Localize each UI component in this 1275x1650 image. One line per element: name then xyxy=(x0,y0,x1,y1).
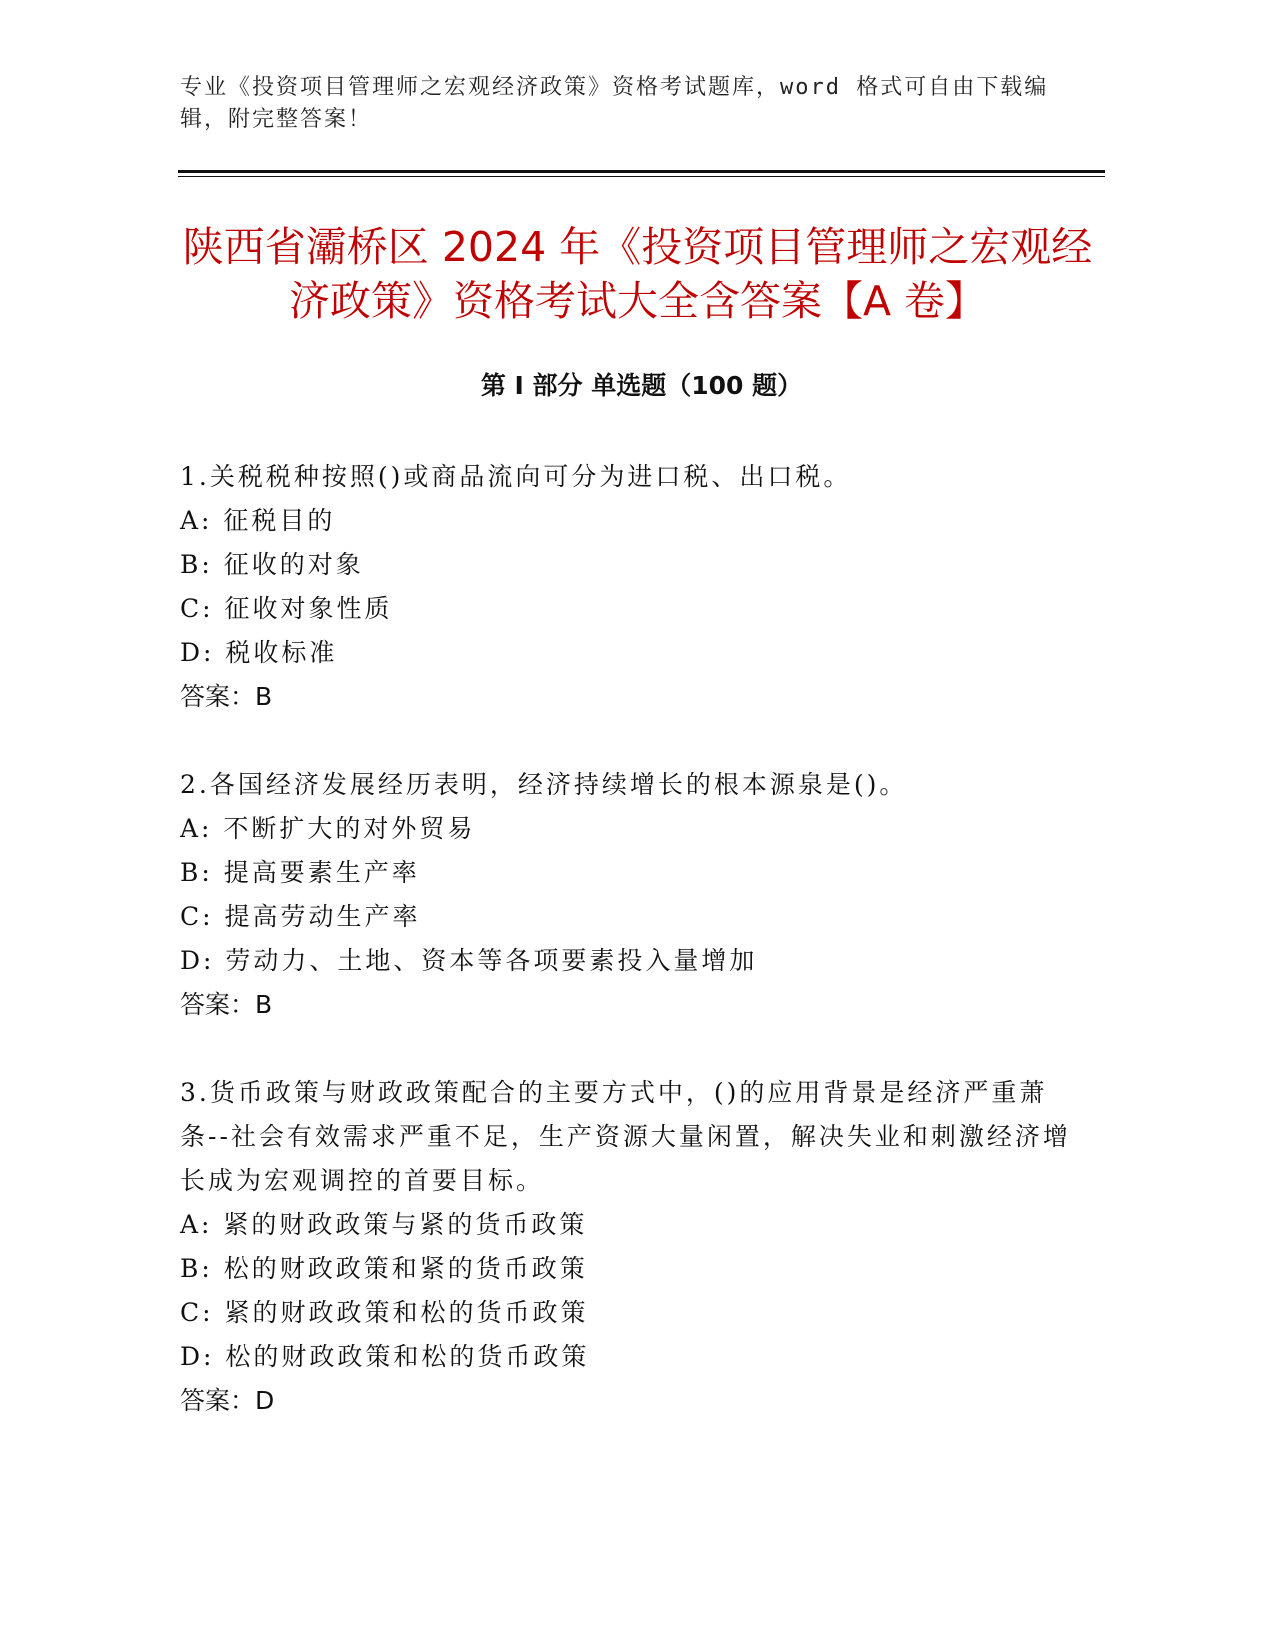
question-stem: 2.各国经济发展经历表明，经济持续增长的根本源泉是()。 xyxy=(180,770,908,799)
header-note: 专业《投资项目管理师之宏观经济政策》资格考试题库，word 格式可自由下载编辑，附完整答案！ xyxy=(180,75,1049,132)
option-c: C: 紧的财政政策和松的货币政策 xyxy=(180,1298,589,1327)
answer: 答案：D xyxy=(180,1386,275,1415)
option-a: A: 紧的财政政策与紧的货币政策 xyxy=(180,1210,588,1239)
section-title: 第 I 部分 单选题（100 题） xyxy=(480,371,803,400)
question-2 xyxy=(180,763,1080,1027)
option-b: B: 松的财政政策和紧的货币政策 xyxy=(180,1254,588,1283)
document-title: 陕西省灞桥区 2024 年《投资项目管理师之宏观经济政策》资格考试大全含答案【A 卷】 xyxy=(182,223,1093,325)
answer: 答案：B xyxy=(180,990,273,1019)
option-b: B: 提高要素生产率 xyxy=(180,858,420,887)
option-c: C: 提高劳动生产率 xyxy=(180,902,421,931)
question-stem: 1.关税税种按照()或商品流向可分为进口税、出口税。 xyxy=(180,462,852,491)
header-divider-thick xyxy=(178,170,1105,173)
question-list xyxy=(180,455,1080,1467)
question-1 xyxy=(180,455,1080,719)
option-d: D: 税收标准 xyxy=(180,638,338,667)
option-b: B: 征收的对象 xyxy=(180,550,364,579)
answer: 答案：B xyxy=(180,682,273,711)
header-divider-thin xyxy=(178,176,1105,177)
option-d: D: 劳动力、土地、资本等各项要素投入量增加 xyxy=(180,946,758,975)
question-stem: 3.货币政策与财政政策配合的主要方式中，()的应用背景是经济严重萧条--社会有效需求严重不足，生产资源大量闲置，解决失业和刺激经济增长成为宏观调控的首要目标。 xyxy=(180,1078,1071,1195)
option-c: C: 征收对象性质 xyxy=(180,594,393,623)
option-a: A: 征税目的 xyxy=(180,506,336,535)
question-3 xyxy=(180,1071,1080,1423)
option-d: D: 松的财政政策和松的货币政策 xyxy=(180,1342,590,1371)
option-a: A: 不断扩大的对外贸易 xyxy=(180,814,476,843)
